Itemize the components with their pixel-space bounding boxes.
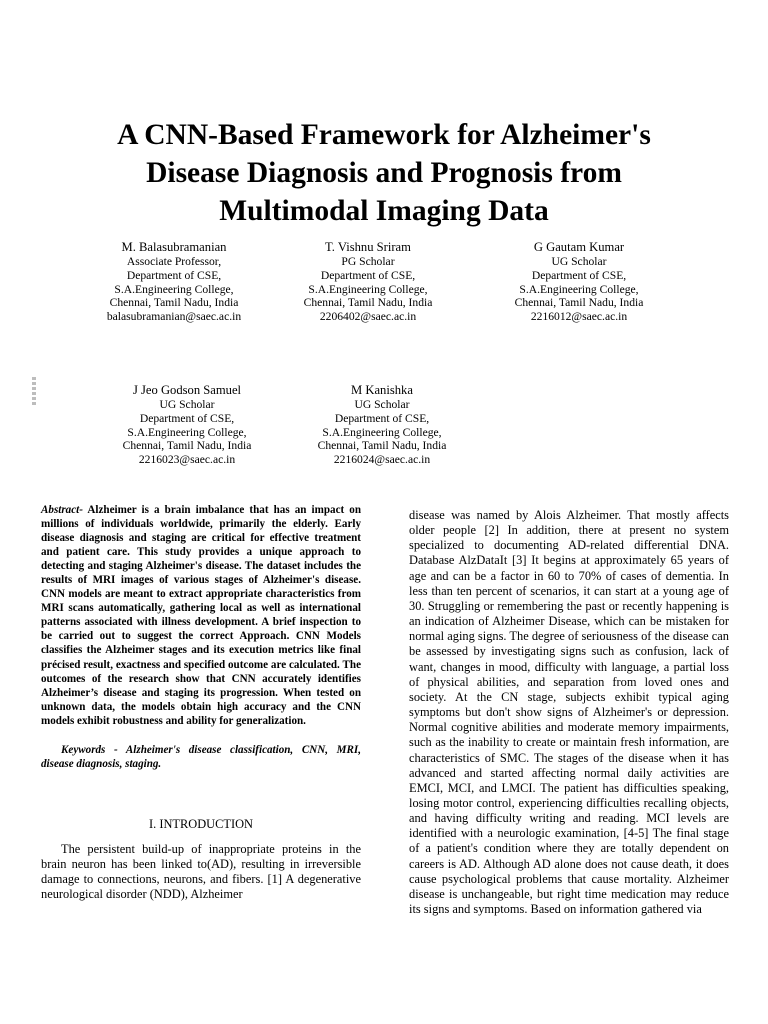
author-college: S.A.Engineering College, [308,282,428,296]
author-role: UG Scholar [551,255,607,268]
author-block [459,240,699,324]
right-column [409,508,729,917]
abstract [41,503,361,728]
author-block [262,383,502,467]
author-college: S.A.Engineering College, [519,282,639,296]
abstract-text: Alzheimer is a brain imbalance that has an impact on millions of individuals worldwide, primarily the elderly. Early disease diagnosis and staging are critical for effective treatment and patient care. This study provides a unique approach to detecting and staging Alzheimer's disease. The dataset includes the results of MRI images of various stages of Alzheimer's disease. CNN models are meant to extract appropriate characteristics from MRI scans automatically, gathering local as well as international patterns associated with illness development. A brief inspection to be carried out to suggest the correct Approach. CNN Models classifies the Alzheimer stages and its execution metrics like final précised result, exactness and specified outcome are calculated. The outcomes of the research show that CNN accurately identifies Alzheimer’s disease and staging its progression. When tested on unknown data, the models obtain high accuracy and the CNN models exhibit robustness and ability for generalization. [41,504,361,727]
keywords: Keywords - Alzheimer's disease classification, CNN, MRI, disease diagnosis, staging. [41,743,361,770]
author-name: M Kanishka [351,383,413,397]
author-department: Department of CSE, [334,411,430,425]
paper-title [40,116,728,230]
author-name: G Gautam Kumar [533,240,625,254]
author-role: UG Scholar [159,398,215,411]
author-email: 2206402@saec.ac.in [319,310,417,324]
author-email: 2216012@saec.ac.in [530,310,628,324]
author-department: Department of CSE, [320,268,416,282]
author-location: Chennai, Tamil Nadu, India [317,439,447,453]
author-block [248,240,488,324]
author-name: J Jeo Godson Samuel [132,383,242,397]
intro-paragraph: The persistent build-up of inappropriate proteins in the brain neuron has been linked to(AD), resulting in irreversible damage to connections, neurons, and fibers. [1] A degenerative neurological disorder (NDD), Alzheimer [41,841,361,901]
author-location: Chennai, Tamil Nadu, India [122,439,252,453]
author-college: S.A.Engineering College, [114,282,234,296]
author-location: Chennai, Tamil Nadu, India [514,296,644,310]
author-email: balasubramanian@saec.ac.in [106,310,242,324]
author-role: UG Scholar [354,398,410,411]
author-email: 2216024@saec.ac.in [333,453,431,467]
body-paragraph: disease was named by Alois Alzheimer. That mostly affects older people [2] In addition, there at present no system specialized to documenting AD-related differential DNA. Database AlzDataIt [3] It begins at approximately 65 years of age and can be a factor in 60 to 70% of cases of dementia. In less than ten percent of scenarios, it can start at a young age of 30. Struggling or remembering the past or recently happening is an indication of Alzheimer Disease, which can be mistaken for normal aging signs. The degree of seriousness of the disease can be assessed by investigating signs such as confusion, lack of want, changes in mood, difficulty with language, a partial loss of physical abilities, and separation from loved ones and society. At the CN stage, subjects exhibit typical aging symptoms but don't show signs of Alzheimer's or depression. Normal cognitive abilities and moderate memory impairments, such as the inability to create or maintain fresh information, are characteristics of SMC. The stages of the disease when it has advanced and started affecting normal daily activities are EMCI, MCI, and LMCI. The patient has difficulties speaking, losing motor control, experiencing difficulties recalling objects, and having difficulty writing and reading. MCI levels are identified with a neurologic examination, [4-5] The final stage of a patient's condition where they are totally dependent on careers is AD. Although AD alone does not cause death, it does cause psychological problems that cause mortality. Alzheimer disease is unchangeable, but right time medication may reduce its signs and symptoms. Based on information gathered via [409,508,729,917]
title-line: A CNN-Based Framework for Alzheimer's [117,119,651,151]
left-column [41,503,361,902]
title-line: Disease Diagnosis and Prognosis from [146,157,622,189]
abstract-lead: Abstract- [41,504,83,516]
author-college: S.A.Engineering College, [322,425,442,439]
author-name: T. Vishnu Sriram [325,240,411,254]
title-line: Multimodal Imaging Data [219,195,549,227]
author-email: 2216023@saec.ac.in [138,453,236,467]
section-heading: I. INTRODUCTION [149,816,253,831]
author-department: Department of CSE, [126,268,222,282]
author-role: Associate Professor, [126,255,222,268]
author-location: Chennai, Tamil Nadu, India [303,296,433,310]
author-role: PG Scholar [341,255,395,268]
author-department: Department of CSE, [531,268,627,282]
author-name: M. Balasubramanian [121,240,227,254]
margin-marker [32,377,36,405]
author-college: S.A.Engineering College, [127,425,247,439]
author-location: Chennai, Tamil Nadu, India [109,296,239,310]
author-department: Department of CSE, [139,411,235,425]
